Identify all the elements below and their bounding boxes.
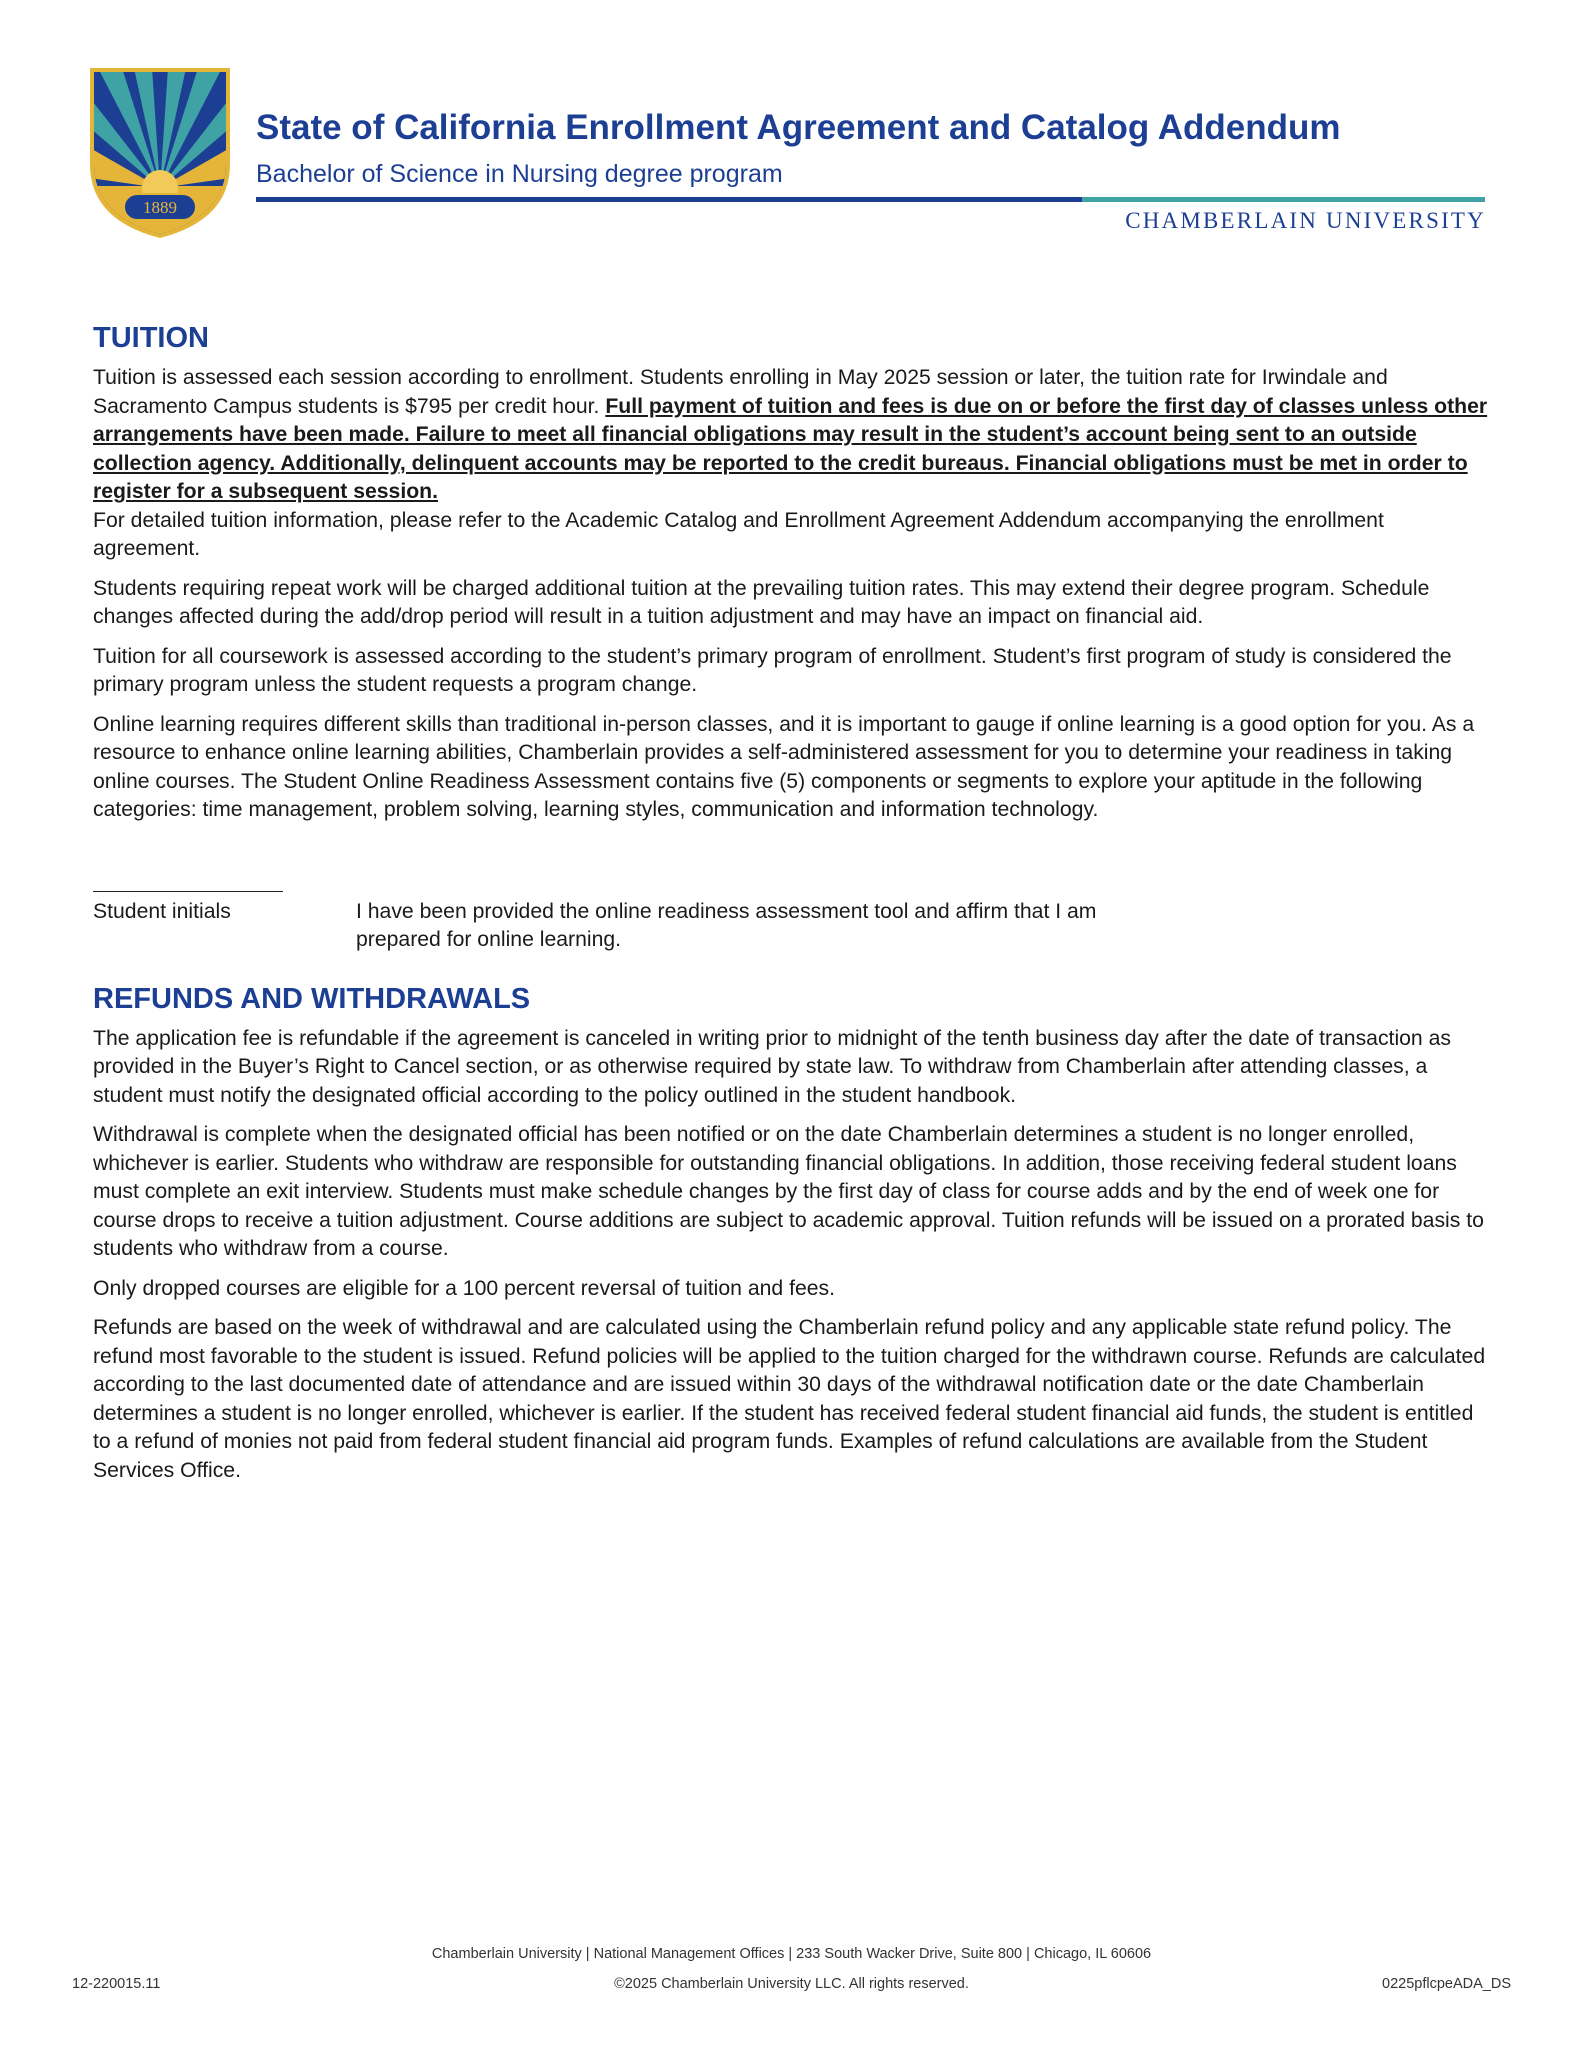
footer-doc-number: 12-220015.11 (72, 1976, 161, 1992)
payment-obligation-text: Full payment of tuition and fees is due on or before the first day of classes unless other arrangements have been made. Failure to meet all financial obligations may result in the student’s account being sent to an outside collection agency. Additionally, delinquent accounts may be reported to the credit bureaus. Financial obligations must be met in order to register for a subsequent session. (93, 394, 1488, 503)
university-wordmark: CHAMBERLAIN UNIVERSITY (1125, 208, 1486, 233)
footer-form-code: 0225pflcpeADA_DS (1382, 1976, 1511, 1992)
tuition-paragraph-4: Tuition for all coursework is assessed according to the student’s primary program of enrollment. Student’s first program of study is considered the primary program unless the student requests a program change. (93, 644, 1452, 696)
chamberlain-shield-logo (90, 68, 230, 238)
tuition-paragraph-2: For detailed tuition information, please refer to the Academic Catalog and Enrollment Agreement Addendum accompanying the enrollment agreement. (93, 508, 1384, 560)
refunds-paragraph-3: Only dropped courses are eligible for a 100 percent reversal of tuition and fees. (93, 1276, 835, 1300)
header-rule-blue (256, 197, 1082, 202)
document-title: State of California Enrollment Agreement and Catalog Addendum (256, 108, 1341, 147)
tuition-paragraph-3: Students requiring repeat work will be charged additional tuition at the prevailing tuition rates. This may extend their degree program. Schedule changes affected during the add/drop period will result in a tuition adjustment and may have an impact on financial aid. (93, 576, 1430, 628)
refunds-paragraph-4: Refunds are based on the week of withdrawal and are calculated using the Chamberlain refund policy and any applicable state refund policy. The refund most favorable to the student is issued. Refund policies will be applied to the tuition charged for the withdrawn course. Refunds are calculated according to the last documented date of attendance and are issued within 30 days of the withdrawal notification date or the date Chamberlain determines a student is no longer enrolled, whichever is earlier. If the student has received federal student financial aid funds, the student is entitled to a refund of monies not paid from federal student financial aid program funds. Examples of refund calculations are available from the Student Services Office. (93, 1316, 1486, 1482)
document-subtitle: Bachelor of Science in Nursing degree program (256, 160, 783, 188)
tuition-section (93, 318, 1493, 825)
tuition-paragraph-1 (93, 364, 1493, 507)
tuition-heading: TUITION (93, 322, 209, 354)
footer-address: Chamberlain University | National Management Offices | 233 South Wacker Drive, Suite 800 | Chicago, IL 60606 (431, 1946, 1152, 1962)
main-content (93, 318, 1493, 1496)
student-initials-block (93, 891, 1493, 953)
tuition-rate-text: Tuition is assessed each session according to enrollment. Students enrolling in May 2025 session or later, the tuition rate for Irwindale and Sacramento Campus students is $795 per credit hour. (93, 366, 1388, 418)
header-rule-teal (1082, 197, 1485, 202)
initials-line[interactable] (93, 891, 283, 892)
footer-copyright: ©2025 Chamberlain University LLC. All rights reserved. (614, 1976, 969, 1992)
readiness-affirmation: I have been provided the online readiness assessment tool and affirm that I am prepared for online learning. (356, 899, 1097, 951)
tuition-paragraph-5: Online learning requires different skills than traditional in-person classes, and it is important to gauge if online learning is a good option for you. As a resource to enhance online learning abilities, Chamberlain provides a self-administered assessment for you to determine your readiness in taking online courses. The Student Online Readiness Assessment contains five (5) components or segments to explore your aptitude in the following categories: time management, problem solving, learning styles, communication and information technology. (93, 712, 1475, 821)
refunds-paragraph-2: Withdrawal is complete when the designated official has been notified or on the date Chamberlain determines a student is no longer enrolled, whichever is earlier. Students who withdraw are responsible for outstanding financial obligations. In addition, those receiving federal student loans must complete an exit interview. Students must make schedule changes by the first day of class for course adds and by the end of week one for course drops to receive a tuition adjustment. Course additions are subject to academic approval. Tuition refunds will be issued on a prorated basis to students who withdraw from a course. (93, 1123, 1484, 1260)
refunds-heading: REFUNDS AND WITHDRAWALS (93, 982, 531, 1015)
logo-year: 1889 (143, 198, 177, 217)
refunds-paragraph-1: The application fee is refundable if the agreement is canceled in writing prior to midnight of the tenth business day after the date of transaction as provided in the Buyer’s Right to Cancel section, or as otherwise required by state law. To withdraw from Chamberlain after attending classes, a student must notify the designated official according to the policy outlined in the student handbook. (93, 1026, 1451, 1107)
refunds-section (93, 979, 1493, 1486)
initials-label: Student initials (93, 899, 231, 923)
